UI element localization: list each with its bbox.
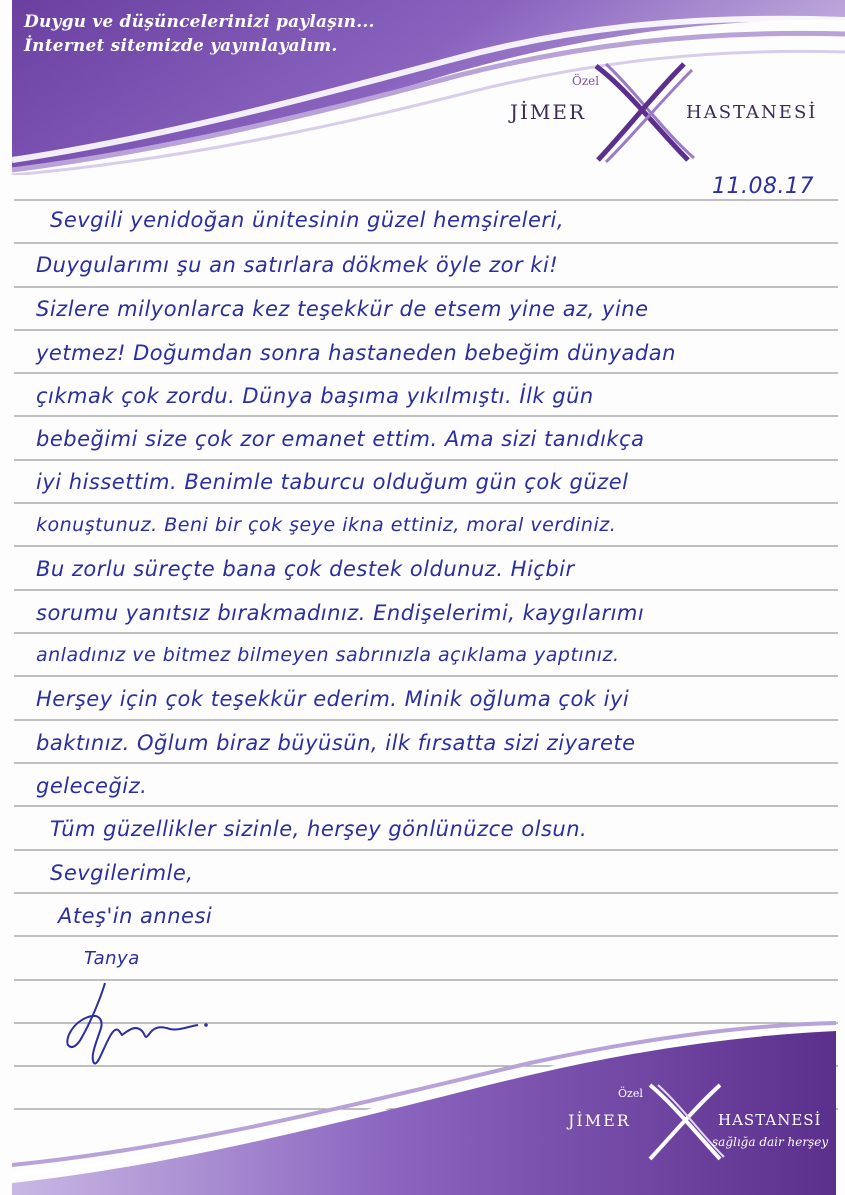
letter-line: baktınız. Oğlum biraz büyüsün, ilk fırsatta sizi ziyarete	[36, 731, 636, 755]
letter-line: iyi hissettim. Benimle taburcu olduğum gün çok güzel	[36, 470, 629, 494]
letter-line: Ateş'in annesi	[58, 904, 213, 928]
logo-x-mark-bottom-icon	[644, 1081, 726, 1163]
slogan-line-2: İnternet sitemizde yayınlayalım.	[24, 36, 338, 56]
logo-motto: sağlığa dair herşey	[712, 1135, 829, 1149]
letter-line: Sevgilerimle,	[50, 861, 194, 885]
logo-prefix: Özel	[572, 74, 600, 88]
letter-line: sorumu yanıtsız bırakmadınız. Endişelerimi, kaygılarımı	[36, 601, 645, 625]
letter-line: konuştunuz. Beni bir çok şeye ikna ettiniz, moral verdiniz.	[36, 514, 617, 536]
letter-line: Duygularımı şu an satırlara dökmek öyle zor ki!	[36, 253, 559, 277]
letter-line: yetmez! Doğumdan sonra hastaneden bebeğim dünyadan	[36, 341, 676, 365]
letter-line: anladınız ve bitmez bilmeyen sabrınızla açıklama yaptınız.	[36, 644, 620, 666]
letter-line: Bu zorlu süreçte bana çok destek oldunuz. Hiçbir	[36, 557, 575, 581]
logo-prefix-bottom: Özel	[618, 1087, 643, 1100]
letter-date: 11.08.17	[712, 174, 814, 199]
logo-name-right-bottom: HASTANESİ	[718, 1111, 822, 1129]
logo-name-left: JİMER	[510, 100, 587, 124]
logo-name-left-bottom: JİMER	[568, 1111, 631, 1130]
letter-line: geleceğiz.	[36, 774, 148, 798]
letter-line: Tüm güzellikler sizinle, herşey gönlünüzce olsun.	[50, 817, 588, 841]
letter-line: Sizlere milyonlarca kez teşekkür de etsem yine az, yine	[36, 297, 649, 321]
logo-name-right: HASTANESİ	[686, 102, 818, 123]
letter-line: Herşey için çok teşekkür ederim. Minik oğluma çok iyi	[36, 687, 630, 711]
slogan-line-1: Duygu ve düşüncelerinizi paylaşın...	[24, 12, 375, 32]
letter-line: bebeğimi size çok zor emanet ettim. Ama sizi tanıdıkça	[36, 427, 645, 451]
letter-signature-name: Tanya	[84, 948, 140, 969]
hospital-logo-bottom	[560, 1075, 845, 1175]
letter-line: çıkmak çok zordu. Dünya başıma yıkılmıştı. İlk gün	[36, 384, 594, 408]
letter-line: Sevgili yenidoğan ünitesinin güzel hemşireleri,	[50, 208, 565, 232]
